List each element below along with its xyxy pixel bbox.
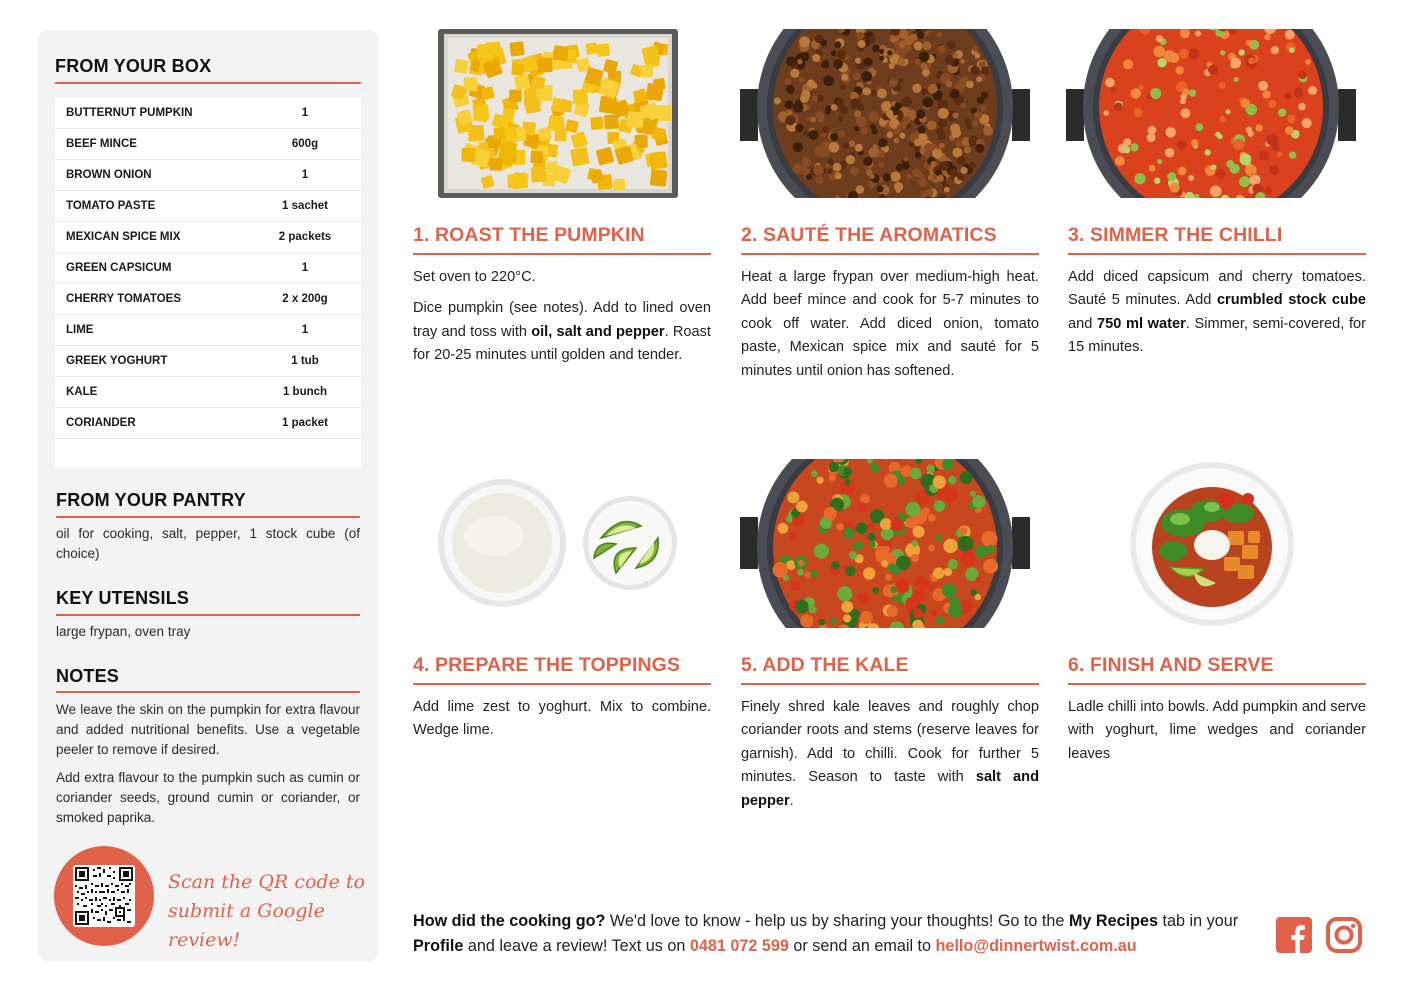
step-rule	[1068, 683, 1366, 685]
step-rule	[413, 683, 711, 685]
utensils-text: large frypan, oven tray	[56, 624, 191, 639]
qr-code-badge[interactable]	[54, 846, 154, 946]
chilli-with-kale-pan-photo	[740, 459, 1030, 628]
ingredient-qty: 1	[301, 324, 309, 336]
step-rule	[1068, 253, 1366, 255]
step-text-paragraph	[1068, 266, 1366, 360]
step-rule	[741, 683, 1039, 685]
heading-rule	[56, 691, 360, 693]
ingredient-row	[55, 284, 361, 315]
step-text-span: and	[1068, 315, 1097, 332]
heading-rule	[56, 516, 360, 518]
from-your-box-heading: FROM YOUR BOX	[55, 56, 212, 76]
email-link[interactable]: hello@dinnertwist.com.au	[935, 937, 1137, 955]
step-text-paragraph: Add lime zest to yoghurt. Mix to combine. Wedge lime.	[413, 699, 711, 739]
step-text-bold: crumbled stock cube	[1216, 292, 1366, 309]
step-1-body	[413, 266, 711, 376]
step-text-paragraph: Set oven to 220°C.	[413, 269, 536, 285]
heading-rule	[56, 614, 360, 616]
ingredient-name: BEEF MINCE	[66, 138, 137, 150]
step-text-span: . Simmer, semi-covered, for 15 minutes.	[1068, 315, 1366, 356]
ingredient-name: BROWN ONION	[66, 169, 152, 181]
step-6-title: 6. FINISH AND SERVE	[1068, 654, 1274, 676]
roasted-pumpkin-tray-photo	[438, 29, 678, 198]
ingredient-qty: 1 sachet	[281, 200, 329, 212]
ingredient-name: BUTTERNUT PUMPKIN	[66, 107, 193, 119]
ingredient-qty: 1	[301, 262, 309, 274]
step-2-title: 2. SAUTÉ THE AROMATICS	[741, 224, 997, 246]
note-paragraph: We leave the skin on the pumpkin for extra flavour and added nutritional benefits. Use a vegetable peeler to remove if desired.	[56, 702, 360, 757]
step-text-span: Finely shred kale leaves and roughly chop coriander roots and stems (reserve leaves for garnish). Add to chilli. Cook for further 5 minutes. Season to taste with	[741, 699, 1039, 786]
ingredient-row	[55, 191, 361, 222]
from-your-pantry-heading: FROM YOUR PANTRY	[56, 490, 246, 510]
key-utensils-heading: KEY UTENSILS	[56, 588, 190, 608]
browned-mince-pan-photo	[740, 29, 1030, 198]
pantry-text: oil for cooking, salt, pepper, 1 stock cube (of choice)	[56, 526, 360, 561]
ingredient-qty: 1 tub	[291, 355, 319, 367]
step-6-body	[1068, 696, 1366, 774]
ingredient-row	[55, 129, 361, 160]
qr-call-to-action	[168, 868, 368, 955]
step-text-paragraph	[413, 297, 711, 367]
ingredient-qty: 600g	[291, 138, 319, 150]
step-text-span: Add diced capsicum and cherry tomatoes. Sauté 5 minutes. Add	[1068, 269, 1366, 309]
ingredient-name: TOMATO PASTE	[66, 200, 156, 212]
step-text-bold: oil, salt and pepper	[531, 323, 665, 340]
step-text-span: .	[789, 792, 794, 809]
ingredient-name: LIME	[66, 324, 94, 336]
step-text-span: . Roast for 20-25 minutes until golden and tender.	[413, 323, 711, 364]
ingredients-table	[55, 98, 361, 467]
ingredient-row	[55, 377, 361, 408]
served-chilli-bowl-photo	[1128, 461, 1296, 627]
ingredient-name: GREEK YOGHURT	[66, 355, 168, 367]
footer-text: tab in your	[1158, 912, 1239, 930]
step-rule	[413, 253, 711, 255]
footer-text: or send an email to	[788, 937, 936, 955]
qr-code-icon	[73, 865, 135, 927]
step-3-body	[1068, 266, 1366, 368]
footer-text: We'd love to know - help us by sharing your thoughts! Go to the	[605, 912, 1069, 930]
ingredient-name: CORIANDER	[66, 417, 136, 429]
qr-cta-line: Scan the QR code to	[168, 871, 365, 893]
yoghurt-and-lime-bowls-photo	[436, 478, 680, 608]
footer-question: How did the cooking go?	[413, 912, 606, 930]
ingredient-row	[55, 408, 361, 439]
step-text-bold: salt and pepper	[741, 769, 1040, 809]
notes-heading: NOTES	[56, 666, 120, 686]
step-3-title: 3. SIMMER THE CHILLI	[1068, 224, 1283, 246]
ingredient-qty: 1 bunch	[282, 386, 328, 398]
step-4-title: 4. PREPARE THE TOPPINGS	[413, 654, 681, 676]
footer-text: and leave a review! Text us on	[463, 937, 690, 955]
ingredient-name: KALE	[66, 386, 98, 398]
step-text-span: Dice pumpkin (see notes). Add to lined oven tray and toss with	[413, 300, 711, 340]
ingredient-name: MEXICAN SPICE MIX	[66, 231, 181, 243]
ingredient-row	[55, 98, 361, 129]
step-4-body	[413, 696, 711, 751]
step-text-bold: 750 ml water	[1097, 315, 1186, 332]
step-5-title: 5. ADD THE KALE	[741, 654, 909, 676]
step-text-paragraph: Ladle chilli into bowls. Add pumpkin and serve with yoghurt, lime wedges and coriander leaves	[1068, 699, 1366, 762]
ingredient-row	[55, 315, 361, 346]
facebook-icon[interactable]	[1275, 916, 1313, 954]
ingredient-qty: 2 packets	[278, 231, 332, 243]
qr-cta-line: submit a Google review!	[168, 900, 325, 951]
my-recipes-link[interactable]: My Recipes	[1068, 912, 1159, 930]
ingredients-sidebar	[38, 30, 379, 961]
step-text-paragraph	[741, 696, 1039, 813]
ingredient-qty: 1 packet	[281, 417, 329, 429]
phone-link[interactable]: 0481 072 599	[689, 937, 789, 955]
ingredient-row	[55, 253, 361, 284]
step-1-title: 1. ROAST THE PUMPKIN	[413, 224, 645, 246]
feedback-footer	[413, 909, 1263, 959]
heading-rule	[55, 82, 361, 84]
simmering-chilli-pan-photo	[1066, 29, 1356, 198]
ingredient-row	[55, 346, 361, 377]
ingredient-qty: 1	[301, 169, 309, 181]
ingredient-qty: 1	[301, 107, 309, 119]
ingredient-name: GREEN CAPSICUM	[66, 262, 172, 274]
step-rule	[741, 253, 1039, 255]
ingredient-name: CHERRY TOMATOES	[66, 293, 182, 305]
step-text-paragraph: Heat a large frypan over medium-high heat. Add beef mince and cook for 5-7 minutes to cook off water. Add diced onion, tomato paste, Mexican spice mix and sauté for 5 minutes until onion has softened.	[741, 269, 1039, 379]
step-5-body	[741, 696, 1039, 821]
ingredient-row	[55, 160, 361, 191]
profile-link[interactable]: Profile	[413, 937, 464, 955]
ingredient-qty: 2 x 200g	[282, 293, 328, 305]
note-paragraph: Add extra flavour to the pumpkin such as cumin or coriander seeds, ground cumin or coriander, or smoked paprika.	[56, 770, 360, 825]
instagram-icon[interactable]	[1325, 916, 1363, 954]
step-2-body	[741, 266, 1039, 391]
ingredient-row	[55, 222, 361, 253]
